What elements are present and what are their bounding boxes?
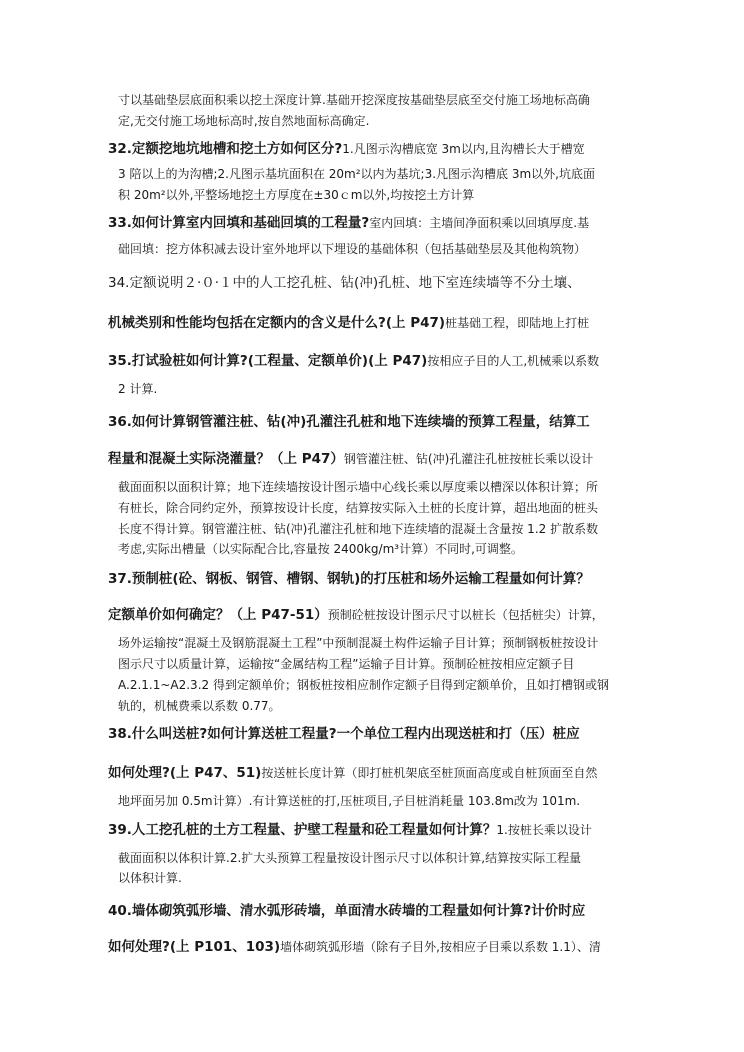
text-line: 寸以基础垫层底面积乘以挖土深度计算.基础开挖深度按基础垫层底至交付施工场地标高确 [118, 93, 590, 107]
question-heading: 40.墙体砌筑弧形墙、清水弧形砖墙，单面清水砖墙的工程量如何计算?计价时应 [108, 903, 586, 919]
question-line: 如何处理?(上 P101、103)墙体砌筑弧形墙（除有子目外,按相应子目乘以系数 1.1）、清 [108, 939, 601, 955]
text-line: 截面面积以面积计算；地下连续墙按设计图示墙中心线长乘以厚度乘以槽深以体积计算；所 [118, 480, 599, 494]
text-line: 础回填：挖方体积减去设计室外地坪以下埋设的基础体积（包括基础垫层及其他构筑物） [118, 242, 587, 256]
question-heading: 39.人工挖孔桩的土方工程量、护壁工程量和砼工程量如何计算？ [108, 822, 497, 838]
text-line: 图示尺寸以质量计算，运输按“金属结构工程”运输子目计算。预制砼桩按相应定额子目 [118, 657, 575, 671]
question-line [108, 902, 585, 920]
text-line: 定,无交付施工场地标高时,按自然地面标高确定. [118, 114, 370, 128]
question-line: 如何处理?(上 P47、51)按送桩长度计算（即打桩机架底至桩顶面高度或自桩顶面至自然 [108, 765, 598, 781]
question-line [108, 413, 590, 431]
question-line: 定额单价如何确定？（上 P47-51）预制砼桩按设计图示尺寸以桩长（包括桩尖）计算， [108, 607, 604, 623]
question-line: 35.打试验桩如何计算?(工程量、定额单价)(上 P47)按相应子目的人工,机械乘以系数 [108, 353, 600, 369]
text-line: 考虑,实际出槽量（以实际配合比,容量按 2400kg/m³计算）不同时,可调整。 [118, 542, 523, 556]
question-line: 32.定额挖地坑地槽和挖土方如何区分?1.凡图示沟槽底宽 3m以内,且沟槽长大于槽宽 [108, 141, 585, 157]
question-line: 机械类别和性能均包括在定额内的含义是什么?(上 P47)桩基础工程，即陆地上打桩 [108, 315, 590, 331]
question-line: 33.如何计算室内回填和基础回填的工程量?室内回填：主墙间净面积乘以回填厚度.基 [108, 215, 590, 231]
text-line: 2 计算. [118, 382, 158, 396]
text-line: 场外运输按“混凝土及钢筋混凝土工程”中预制混凝土构件运输子目计算；预制钢板桩按设计 [118, 636, 599, 650]
question-line [108, 725, 580, 743]
text-line: 以体积计算. [118, 871, 182, 885]
question-line: 39.人工挖孔桩的土方工程量、护壁工程量和砼工程量如何计算？1.按桩长乘以设计 [108, 822, 592, 838]
question-heading: 程量和混凝土实际浇灌量？（上 P47） [108, 451, 344, 467]
text-line: 3 陪以上的为沟槽;2.凡图示基坑面积在 20m²以内为基坑;3.凡图示沟槽底 3m以外,坑底面 [118, 167, 595, 181]
question-line [108, 570, 590, 588]
text-line: 长度不得计算。钢管灌注桩、钻(冲)孔灌注孔桩和地下连续墙的混凝土含量按 1.2 扩散系数 [118, 522, 599, 536]
question-heading: 37.预制桩(砼、钢板、钢管、槽钢、钢轨)的打压桩和场外运输工程量如何计算？ [108, 571, 590, 587]
question-heading: 32.定额挖地坑地槽和挖土方如何区分? [108, 141, 343, 157]
question-heading: 如何处理?(上 P47、51) [108, 765, 262, 781]
question-heading: 33.如何计算室内回填和基础回填的工程量? [108, 215, 370, 231]
text-line: 积 20m²以外,平整场地挖土方厚度在±30ｃm以外,均按挖土方计算 [118, 188, 475, 202]
question-heading: 38.什么叫送桩?如何计算送桩工程量?一个单位工程内出现送桩和打（压）桩应 [108, 726, 580, 742]
text-line: 截面面积以体积计算.2.扩大头预算工程量按设计图示尺寸以体积计算,结算按实际工程量 [118, 851, 582, 865]
text-line: A.2.1.1~A2.3.2 得到定额单价；钢板桩按相应制作定额子目得到定额单价，且如打槽钢或钢 [118, 678, 609, 692]
text-line: 轨的，机械费乘以系数 0.77。 [118, 699, 281, 713]
question-heading: 机械类别和性能均包括在定额内的含义是什么?(上 P47) [108, 315, 446, 331]
question-heading: 如何处理?(上 P101、103) [108, 939, 281, 955]
question-heading: 定额单价如何确定？（上 P47-51） [108, 607, 328, 623]
question-line: 程量和混凝土实际浇灌量？（上 P47）钢管灌注桩、钻(冲)孔灌注孔桩按桩长乘以设计 [108, 451, 594, 467]
question-line: 34.定额说明２·０·１中的人工挖孔桩、钻(冲)孔桩、地下室连续墙等不分土壤、 [108, 275, 581, 291]
text-line: 有桩长，除合同约定外，预算按设计长度，结算按实际入土桩的长度计算，超出地面的桩头 [118, 501, 599, 515]
question-heading: 35.打试验桩如何计算?(工程量、定额单价)(上 P47) [108, 353, 428, 369]
text-line: 地坪面另加 0.5m计算）.有计算送桩的打,压桩项目,子目桩消耗量 103.8m改为 101m. [118, 794, 581, 808]
question-heading: 36.如何计算钢管灌注桩、钻(冲)孔灌注孔桩和地下连续墙的预算工程量，结算工 [108, 414, 590, 430]
